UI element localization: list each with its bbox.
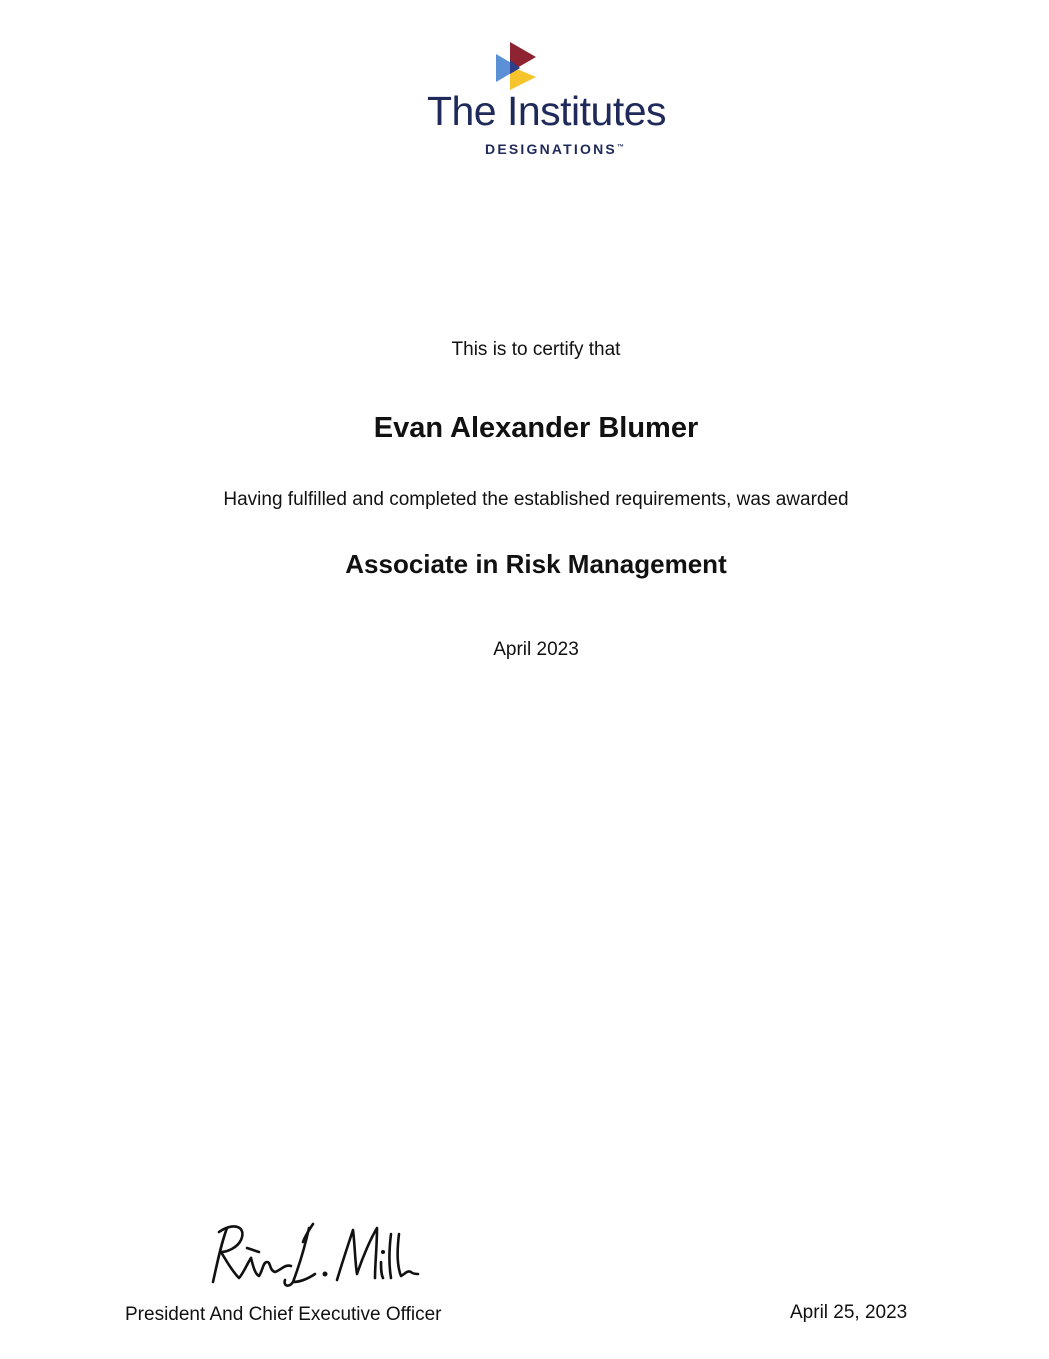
- award-date: April 2023: [493, 639, 579, 660]
- logo-name: The Institutes: [426, 88, 667, 134]
- institutes-logo: [0, 40, 1049, 160]
- logo-subtitle: [0, 141, 1049, 157]
- logo-subtitle-text: DESIGNATIONS: [485, 141, 617, 157]
- requirements-statement: Having fulfilled and completed the established requirements, was awarded: [223, 489, 849, 510]
- signer-title: President And Chief Executive Officer: [125, 1304, 442, 1325]
- handwritten-signature: [205, 1216, 420, 1296]
- logo-triangles-icon: [494, 42, 540, 90]
- certify-intro: This is to certify that: [451, 339, 621, 360]
- recipient-name: Evan Alexander Blumer: [373, 412, 699, 444]
- designation-title: Associate in Risk Management: [345, 549, 727, 579]
- trademark-symbol: ™: [616, 144, 624, 151]
- signature-date: April 25, 2023: [790, 1302, 908, 1323]
